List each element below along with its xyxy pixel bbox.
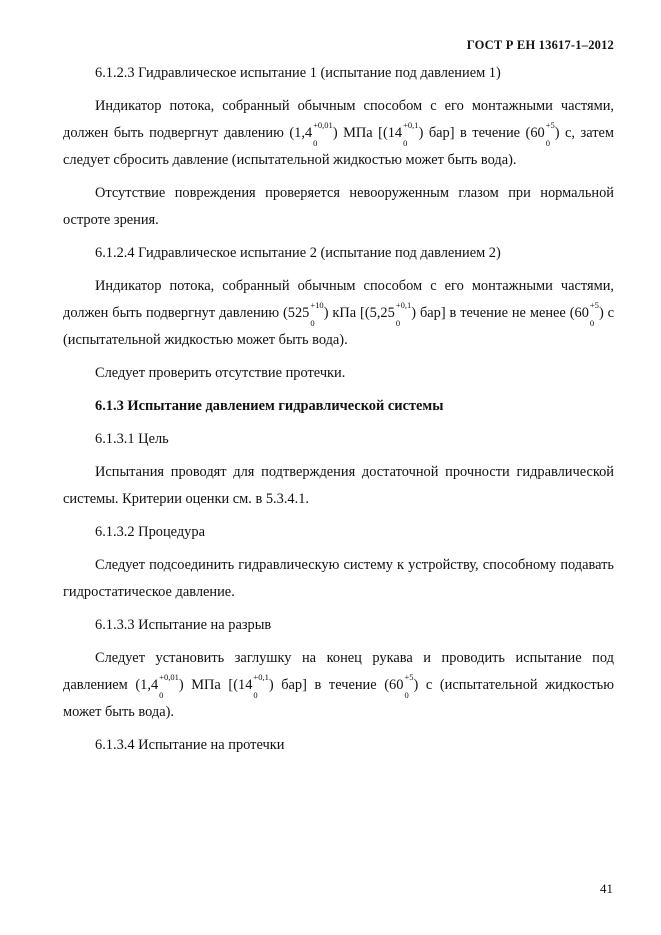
document-body	[63, 60, 614, 759]
section-6-1-2-3-paragraph-1: Индикатор потока, собранный обычным способом с его монтажными частями, должен быть подвергнут давлению (1,4 +0,01 0 ) МПа [(14 +0,1 0 ) бар] в течение (60 +5 0 ) с, затем следует сбросить давление (испытательной жидкостью может быть вода).	[63, 98, 614, 168]
tolerance-pressure-bar: +0,1 0	[253, 672, 269, 700]
section-6-1-2-3-paragraph-2: Отсутствие повреждения проверяется невооруженным глазом при нормальной остроте зрения.	[63, 185, 614, 228]
document-standard-header: ГОСТ Р ЕН 13617-1–2012	[466, 38, 614, 52]
section-6-1-2-4-heading: 6.1.2.4 Гидравлическое испытание 2 (испытание под давлением 2)	[95, 245, 501, 261]
section-6-1-3-2-text: Следует подсоединить гидравлическую систему к устройству, способному подавать гидростатическое давление.	[63, 557, 614, 600]
section-6-1-2-4-paragraph-1: Индикатор потока, собранный обычным способом с его монтажными частями, должен быть подвергнут давлению (525 +10 0 ) кПа [(5,25 +0,1 0 ) бар] в течение не менее (60 +5 0 ) с (испытательной жидкостью может быть вода).	[63, 278, 615, 348]
section-6-1-2-3-heading: 6.1.2.3 Гидравлическое испытание 1 (испытание под давлением 1)	[95, 65, 501, 81]
section-6-1-3-heading: 6.1.3 Испытание давлением гидравлической системы	[95, 398, 444, 414]
section-6-1-3-3-text: Следует установить заглушку на конец рукава и проводить испытание под давлением (1,4 +0,01 0 ) МПа [(14 +0,1 0 ) бар] в течение (60 +5 0 ) с (испытательной жидкостью может быть вода).	[63, 650, 614, 720]
tolerance-time-seconds: +5 0	[589, 300, 599, 328]
section-6-1-3-3-heading: 6.1.3.3 Испытание на разрыв	[95, 617, 272, 633]
section-6-1-3-1-heading: 6.1.3.1 Цель	[95, 431, 169, 447]
section-6-1-3-2-heading: 6.1.3.2 Процедура	[95, 524, 205, 540]
page-number: 41	[600, 881, 613, 896]
section-6-1-2-4-paragraph-2: Следует проверить отсутствие протечки.	[95, 365, 346, 381]
tolerance-pressure-bar: +0,1 0	[395, 300, 412, 328]
tolerance-time-seconds: +5 0	[545, 120, 555, 148]
tolerance-pressure-bar: +0,1 0	[403, 120, 419, 148]
tolerance-pressure-mpa: +0,01 0	[159, 672, 179, 700]
tolerance-time-seconds: +5 0	[404, 672, 414, 700]
section-6-1-3-4-heading: 6.1.3.4 Испытание на протечки	[95, 737, 285, 753]
tolerance-pressure-mpa: +0,01 0	[313, 120, 333, 148]
tolerance-pressure-kpa: +10 0	[310, 300, 324, 328]
section-6-1-3-1-text: Испытания проводят для подтверждения достаточной прочности гидравлической системы. Критерии оценки см. в 5.3.4.1.	[63, 464, 614, 507]
